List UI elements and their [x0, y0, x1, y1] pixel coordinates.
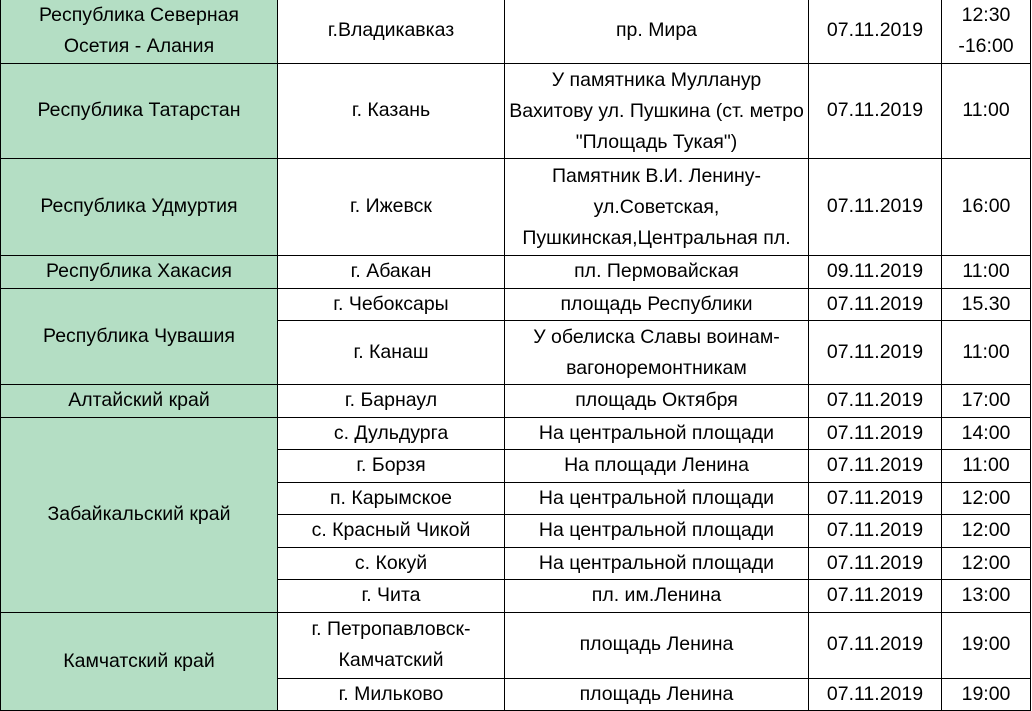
date-cell: 07.11.2019 [809, 515, 942, 548]
table-row [1, 385, 1031, 418]
table-row [1, 256, 1031, 289]
place-cell: На площади Ленина [505, 450, 809, 483]
time-cell: 11:00 [942, 321, 1031, 385]
region-cell: Республика Удмуртия [1, 159, 278, 256]
date-cell: 09.11.2019 [809, 256, 942, 289]
time-cell: 19:00 [942, 612, 1031, 678]
time-cell: 13:00 [942, 580, 1031, 613]
place-cell: пр. Мира [505, 0, 809, 64]
city-cell: с. Дульдурга [278, 417, 505, 450]
date-cell: 07.11.2019 [809, 612, 942, 678]
place-cell: пл. Пермовайская [505, 256, 809, 289]
city-cell: п. Карымское [278, 482, 505, 515]
place-cell: На центральной площади [505, 547, 809, 580]
region-cell: Забайкальский край [1, 417, 278, 612]
place-cell: На центральной площади [505, 515, 809, 548]
time-cell: 12:30 -16:00 [942, 0, 1031, 64]
table-row [1, 0, 1031, 64]
region-cell: Республика Хакасия [1, 256, 278, 289]
date-cell: 07.11.2019 [809, 321, 942, 385]
city-cell: г.Владикавказ [278, 0, 505, 64]
date-cell: 07.11.2019 [809, 0, 942, 64]
table-row [1, 612, 1031, 678]
city-cell: г. Чита [278, 580, 505, 613]
place-cell: площадь Ленина [505, 612, 809, 678]
region-cell: Республика Чувашия [1, 288, 278, 385]
city-cell: г. Петропавловск- Камчатский [278, 612, 505, 678]
city-cell: г. Чебоксары [278, 288, 505, 321]
time-cell: 15.30 [942, 288, 1031, 321]
place-cell: пл. им.Ленина [505, 580, 809, 613]
time-cell: 17:00 [942, 385, 1031, 418]
place-cell: площадь Октября [505, 385, 809, 418]
region-cell: Камчатский край [1, 612, 278, 711]
date-cell: 07.11.2019 [809, 288, 942, 321]
time-cell: 11:00 [942, 450, 1031, 483]
city-cell: г. Борзя [278, 450, 505, 483]
time-cell: 14:00 [942, 417, 1031, 450]
time-cell: 11:00 [942, 64, 1031, 159]
city-cell: с. Красный Чикой [278, 515, 505, 548]
date-cell: 07.11.2019 [809, 450, 942, 483]
city-cell: г. Абакан [278, 256, 505, 289]
date-cell: 07.11.2019 [809, 64, 942, 159]
time-cell: 12:00 [942, 482, 1031, 515]
place-cell: площадь Республики [505, 288, 809, 321]
city-cell: г. Мильково [278, 678, 505, 711]
city-cell: г. Барнаул [278, 385, 505, 418]
place-cell: На центральной площади [505, 417, 809, 450]
date-cell: 07.11.2019 [809, 547, 942, 580]
place-cell: площадь Ленина [505, 678, 809, 711]
date-cell: 07.11.2019 [809, 385, 942, 418]
table-row [1, 159, 1031, 256]
table-row [1, 417, 1031, 450]
place-cell: На центральной площади [505, 482, 809, 515]
place-cell: У обелиска Славы воинам- вагоноремонтникам [505, 321, 809, 385]
time-cell: 16:00 [942, 159, 1031, 256]
place-cell: Памятник В.И. Ленину- ул.Советская, Пушкинская,Центральная пл. [505, 159, 809, 256]
region-cell: Республика Северная Осетия - Алания [1, 0, 278, 64]
date-cell: 07.11.2019 [809, 159, 942, 256]
date-cell: 07.11.2019 [809, 678, 942, 711]
table-row [1, 288, 1031, 321]
time-cell: 19:00 [942, 678, 1031, 711]
region-cell: Алтайский край [1, 385, 278, 418]
time-cell: 12:00 [942, 515, 1031, 548]
date-cell: 07.11.2019 [809, 482, 942, 515]
table-row [1, 64, 1031, 159]
city-cell: с. Кокуй [278, 547, 505, 580]
place-cell: У памятника Мулланур Вахитову ул. Пушкина (ст. метро "Площадь Тукая") [505, 64, 809, 159]
time-cell: 11:00 [942, 256, 1031, 289]
date-cell: 07.11.2019 [809, 580, 942, 613]
city-cell: г. Казань [278, 64, 505, 159]
city-cell: г. Канаш [278, 321, 505, 385]
region-cell: Республика Татарстан [1, 64, 278, 159]
city-cell: г. Ижевск [278, 159, 505, 256]
time-cell: 12:00 [942, 547, 1031, 580]
date-cell: 07.11.2019 [809, 417, 942, 450]
